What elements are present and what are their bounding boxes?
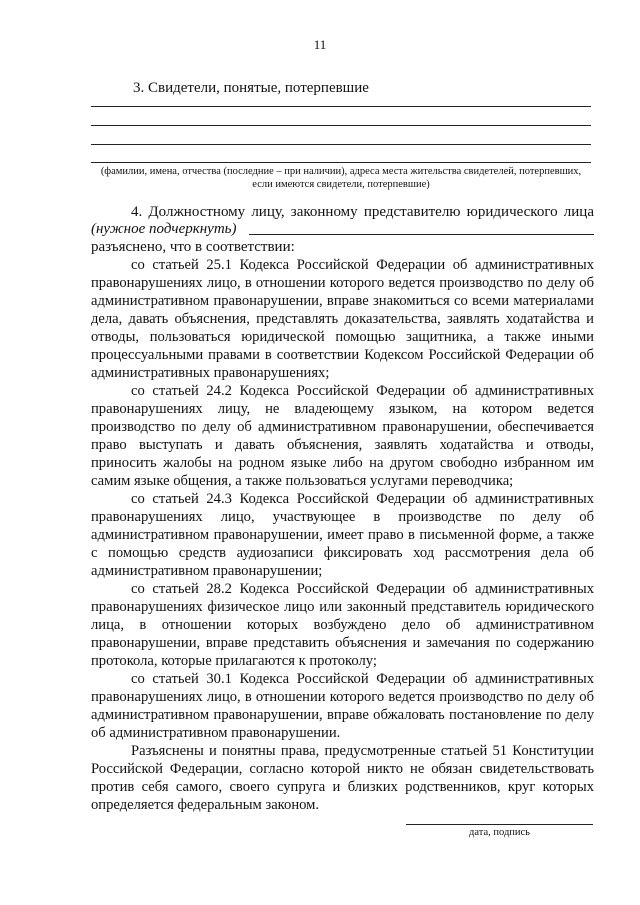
caption-line-2: если имеются свидетели, потерпевшие) xyxy=(252,179,430,190)
choice-hint: (нужное подчеркнуть) xyxy=(91,221,237,237)
witness-entry-line-4[interactable] xyxy=(91,162,591,163)
witness-entry-line-1[interactable] xyxy=(91,106,591,107)
constitution-paragraph: Разъяснены и понятны права, предусмотренные статьей 51 Конституции Российской Федерации, согласно которой никто не обязан свидетельствовать против себя самого, своего супруга и близких родственников, круг которых определяется федеральным законом. xyxy=(91,743,594,813)
rights-paragraph: со статьей 24.3 Кодекса Российской Федерации об административных правонарушениях лицо, участвующее в производстве по делу об административном правонарушении, имеет право в письменной форме, а также с помощью средств аудиозаписи фиксировать ход рассмотрения дела об административном правонарушении; xyxy=(91,491,594,579)
rights-paragraph: со статьей 25.1 Кодекса Российской Федерации об административных правонарушениях лицо, в отношении которого ведется производство по делу об административном правонарушении, вправе знакомиться со всеми материалами дела, давать объяснения, представлять доказательства, заявлять ходатайства и отводы, пользоваться юридической помощью защитника, а также иными процессуальными правами в соответствии Кодексом Российской Федерации об административных правонарушениях; xyxy=(91,257,594,381)
rights-intro: разъяснено, что в соответствии: xyxy=(91,239,295,255)
rights-text xyxy=(91,256,594,814)
section-4-subline xyxy=(91,220,594,238)
witness-fields-caption xyxy=(91,165,591,191)
representative-entry-line[interactable] xyxy=(249,234,594,235)
witness-entry-line-3[interactable] xyxy=(91,144,591,145)
signature-line[interactable] xyxy=(406,824,593,825)
section-4-title: 4. Должностному лицу, законному представителю юридического лица xyxy=(131,204,594,220)
rights-paragraph: со статьей 28.2 Кодекса Российской Федерации об административных правонарушениях физическое лицо или законный представитель юридического лица, в отношении которых возбуждено дело об административном правонарушении, вправе представить объяснения и замечания по содержанию протокола, которые прилагаются к протоколу; xyxy=(91,581,594,669)
rights-paragraph: со статьей 24.2 Кодекса Российской Федерации об административных правонарушениях лицу, не владеющему языком, на котором ведется производство по делу об административном правонарушении, обеспечивается право выступать и давать объяснения, заявлять ходатайства и отводы, приносить жалобы на родном языке либо на другом свободно избранном им самим языке общения, а также пользоваться услугами переводчика; xyxy=(91,383,594,489)
page-number: 11 xyxy=(313,37,327,52)
witness-entry-line-2[interactable] xyxy=(91,125,591,126)
rights-paragraph: со статьей 30.1 Кодекса Российской Федерации об административных правонарушениях лицо, в отношении которого ведется производство по делу об административном правонарушении, вправе обжаловать постановление по делу об административном правонарушении. xyxy=(91,671,594,741)
caption-line-1: (фамилии, имена, отчества (последние – при наличии), адреса места жительства свидетелей, потерпевших, xyxy=(100,166,582,177)
signature-caption: дата, подпись xyxy=(469,827,530,838)
section-3-title: 3. Свидетели, понятые, потерпевшие xyxy=(133,80,369,96)
